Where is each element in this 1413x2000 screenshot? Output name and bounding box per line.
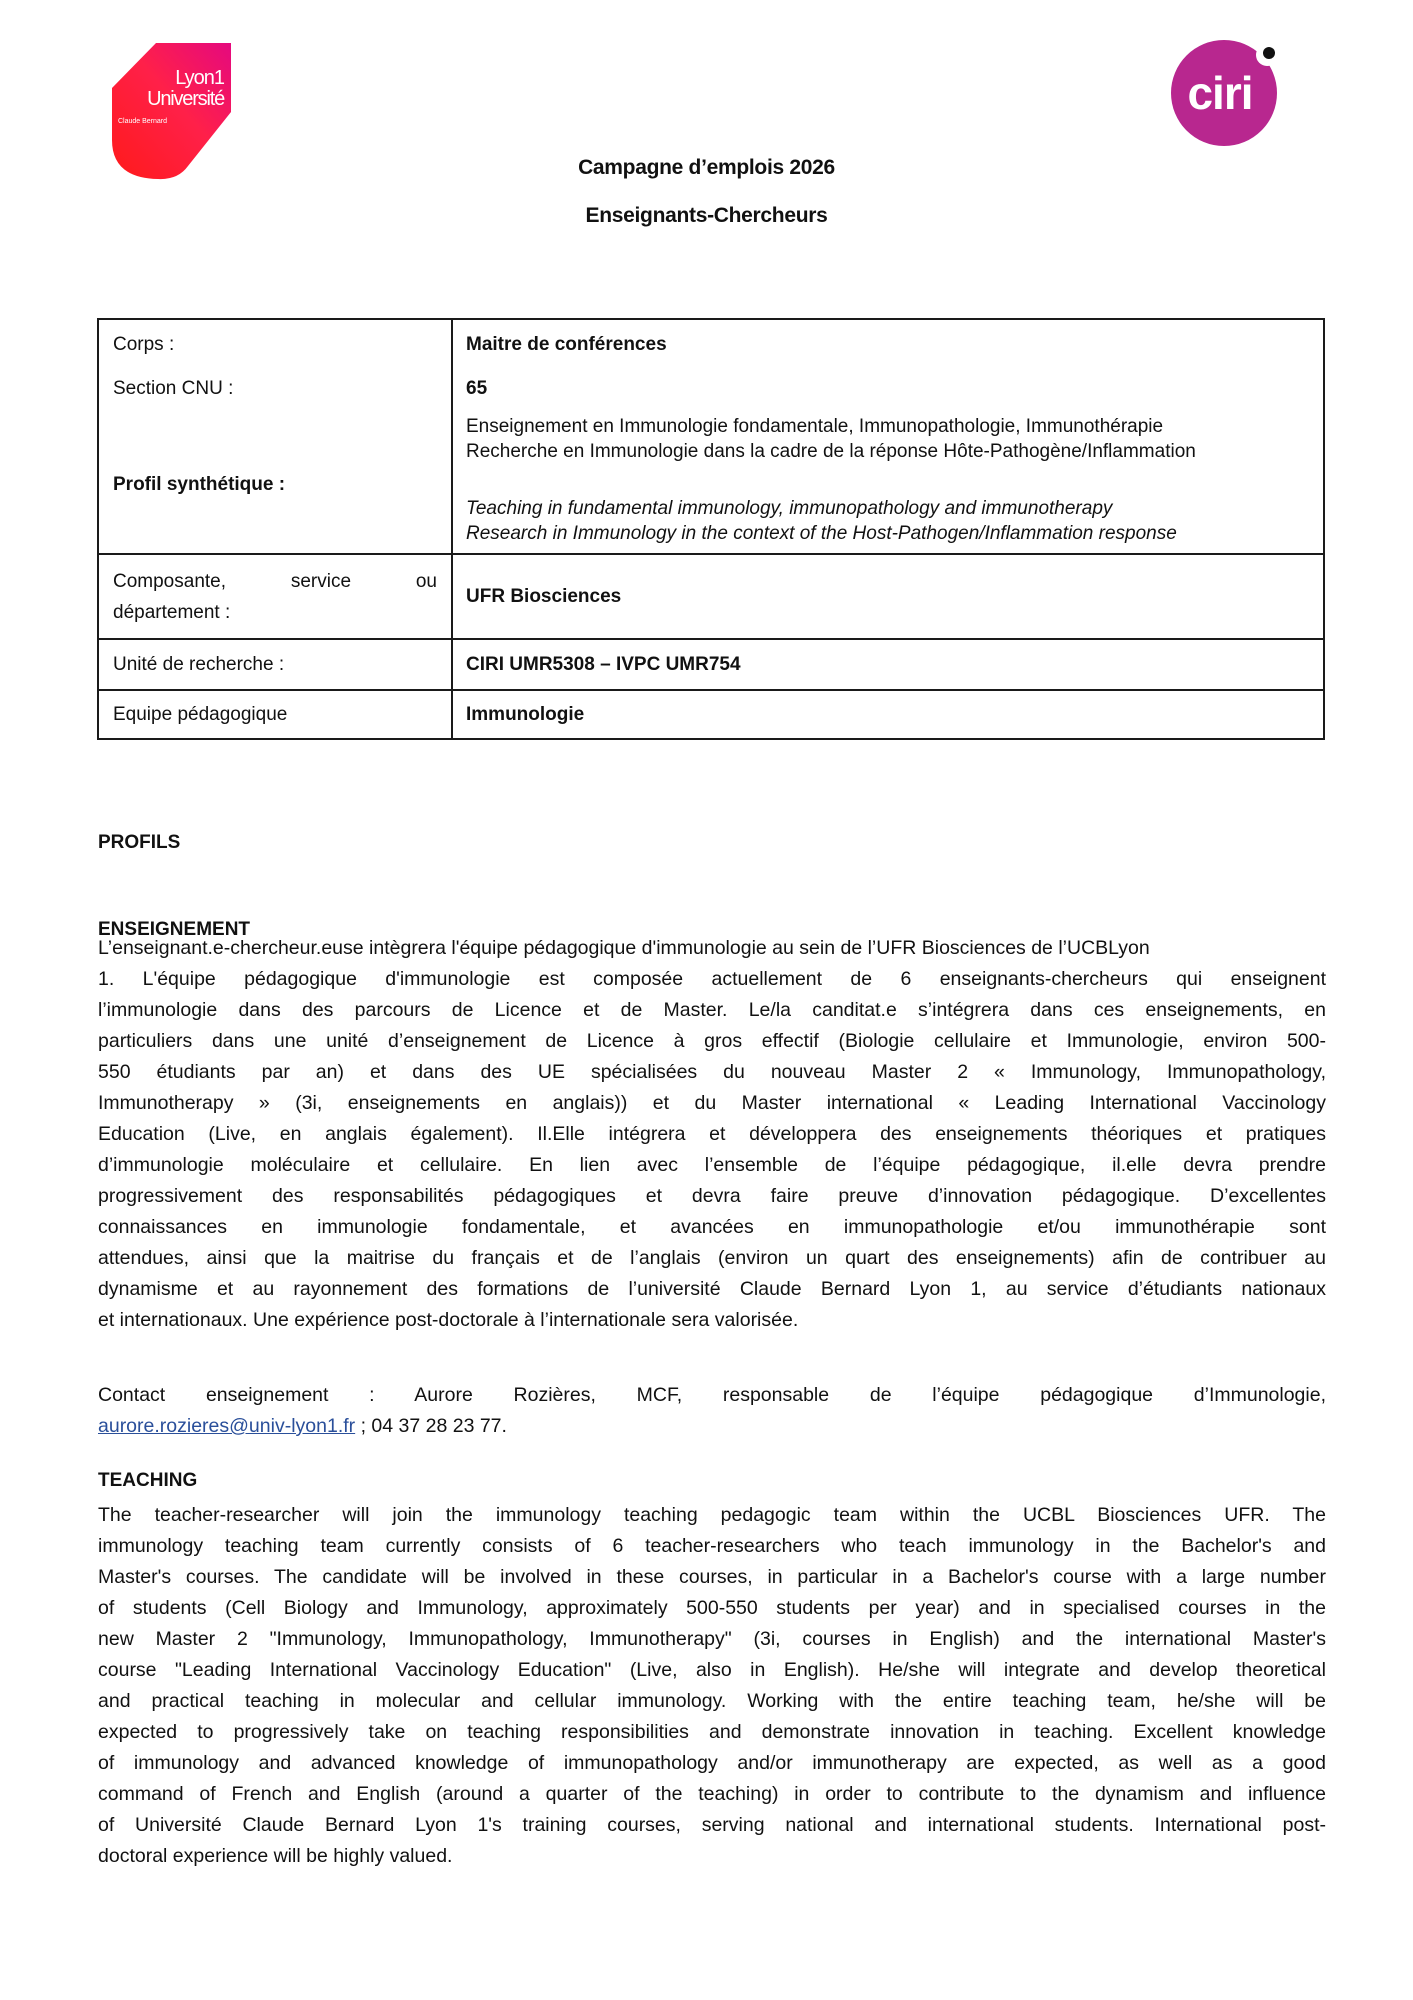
paragraph-line: of students (Cell Biology and Immunology, approximately 500-550 students per year) and in specialised courses in the [98, 1597, 1326, 1619]
lyon-logo-line1: Lyon1 [175, 67, 224, 89]
contact-details [98, 1411, 1326, 1442]
table-row-composante [98, 554, 1324, 639]
section-cnu-value: 65 [466, 378, 488, 399]
profil-en-line-1: Teaching in fundamental immunology, immunopathology and immunotherapy [466, 498, 1113, 519]
paragraph-line: et internationaux. Une expérience post-doctorale à l’internationale sera valorisée. [98, 1309, 799, 1331]
table-row-profile [98, 319, 1324, 554]
profil-fr-line-1: Enseignement en Immunologie fondamentale, Immunopathologie, Immunothérapie [466, 416, 1164, 437]
composante-label-line-2: département : [113, 602, 231, 623]
paragraph-line: L’enseignant.e-chercheur.euse intègrera l'équipe pédagogique d'immunologie au sein de l’UFR Biosciences de l’UCBLyon [98, 937, 1150, 959]
ciri-logo [1168, 36, 1284, 148]
profil-label: Profil synthétique : [113, 474, 286, 495]
label-cell [98, 319, 452, 554]
paragraph-line: expected to progressively take on teaching responsibilities and demonstrate innovation in teaching. Excellent knowledge [98, 1721, 1326, 1743]
value-cell [452, 639, 1324, 690]
paragraph-line: new Master 2 "Immunology, Immunopathology, Immunotherapy" (3i, courses in English) and the international Master's [98, 1628, 1326, 1650]
paragraph-line: progressivement des responsabilités pédagogiques et devra faire preuve d’innovation pédagogique. D’excellentes [98, 1185, 1326, 1207]
value-cell [452, 554, 1324, 639]
composante-label-line-1: Composante, service ou [113, 571, 437, 592]
paragraph-line: command of French and English (around a quarter of the teaching) in order to contribute to the dynamism and influence [98, 1783, 1326, 1805]
corps-value: Maitre de conférences [466, 334, 667, 355]
teaching-paragraph [98, 1500, 1326, 1872]
paragraph-line: d’immunologie moléculaire et cellulaire. En lien avec l’ensemble de l’équipe pédagogique, il.elle devra prendre [98, 1154, 1326, 1176]
ciri-logo-dot [1263, 47, 1275, 59]
paragraph-line: l’immunologie dans des parcours de Licence et de Master. Le/la canditat.e s’intégrera dans ces enseignements, en [98, 999, 1326, 1021]
contact-email-link[interactable]: aurore.rozieres@univ-lyon1.fr [98, 1415, 356, 1437]
page-title: Campagne d’emplois 2026 [578, 156, 835, 179]
paragraph-line: dynamisme et au rayonnement des formations de l’université Claude Bernard Lyon 1, au service d’étudiants nationaux [98, 1278, 1326, 1300]
profils-heading: PROFILS [98, 832, 181, 853]
paragraph-line: of Université Claude Bernard Lyon 1's training courses, serving national and international students. International post- [98, 1814, 1326, 1836]
lyon-logo-line3: Claude Bernard [118, 118, 168, 125]
paragraph-line: 550 étudiants par an) et dans des UE spécialisées du nouveau Master 2 « Immunology, Immunopathology, [98, 1061, 1326, 1083]
unite-value: CIRI UMR5308 – IVPC UMR754 [466, 654, 741, 675]
section-cnu-label: Section CNU : [113, 378, 234, 399]
paragraph-line: Immunotherapy » (3i, enseignements en anglais)) et du Master international « Leading International Vaccinology [98, 1092, 1326, 1114]
paragraph-line: Master's courses. The candidate will be involved in these courses, in particular in a Bachelor's course with a large number [98, 1566, 1326, 1588]
contact-line: Contact enseignement : Aurore Rozières, MCF, responsable de l’équipe pédagogique d’Immunologie, [98, 1384, 1326, 1406]
table-row-equipe [98, 690, 1324, 739]
paragraph-line: and practical teaching in molecular and cellular immunology. Working with the entire teaching team, he/she will be [98, 1690, 1326, 1712]
paragraph-line: particuliers dans une unité d’enseignement de Licence à gros effectif (Biologie cellulaire et Immunologie, environ 500- [98, 1030, 1326, 1052]
label-cell [98, 554, 452, 639]
label-cell [98, 690, 452, 739]
paragraph-line: 1. L'équipe pédagogique d'immunologie est composée actuellement de 6 enseignants-chercheurs qui enseignent [98, 968, 1326, 990]
paragraph-line: connaissances en immunologie fondamentale, et avancées en immunopathologie et/ou immunothérapie sont [98, 1216, 1326, 1238]
profil-fr-line-2: Recherche en Immunologie dans la cadre de la réponse Hôte-Pathogène/Inflammation [466, 441, 1196, 462]
unite-label: Unité de recherche : [113, 654, 285, 675]
equipe-label: Equipe pédagogique [113, 704, 288, 725]
label-cell [98, 639, 452, 690]
teaching-heading: TEACHING [98, 1470, 198, 1491]
table-row-unite [98, 639, 1324, 690]
page-subtitle: Enseignants-Chercheurs [585, 204, 828, 227]
paragraph-line: The teacher-researcher will join the immunology teaching pedagogic team within the UCBL Biosciences UFR. The [98, 1504, 1326, 1526]
paragraph-line: attendues, ainsi que la maitrise du français et de l’anglais (environ un quart des enseignements) afin de contribuer au [98, 1247, 1326, 1269]
enseignement-heading: ENSEIGNEMENT [98, 919, 251, 940]
paragraph-line: of immunology and advanced knowledge of immunopathology and/or immunotherapy are expected, as well as a good [98, 1752, 1326, 1774]
composante-value: UFR Biosciences [466, 586, 622, 607]
position-info-table [97, 318, 1325, 740]
enseignement-paragraph [98, 933, 1326, 1336]
value-cell [452, 690, 1324, 739]
paragraph-line: Education (Live, en anglais également). Il.Elle intégrera et développera des enseignements théoriques et pratiques [98, 1123, 1326, 1145]
paragraph-line: course "Leading International Vaccinology Education" (Live, also in English). He/she will integrate and develop theoretical [98, 1659, 1326, 1681]
paragraph-line: immunology teaching team currently consists of 6 teacher-researchers who teach immunology in the Bachelor's and [98, 1535, 1326, 1557]
equipe-value: Immunologie [466, 704, 585, 725]
contact-phone: ; 04 37 28 23 77. [355, 1415, 507, 1437]
paragraph-line: doctoral experience will be highly valued. [98, 1845, 453, 1867]
value-cell [452, 319, 1324, 554]
lyon-logo-line2: Université [147, 88, 224, 110]
corps-label: Corps : [113, 334, 175, 355]
contact-block [98, 1380, 1326, 1442]
profil-en-line-2: Research in Immunology in the context of the Host-Pathogen/Inflammation response [466, 523, 1177, 544]
ciri-logo-text: ciri [1187, 67, 1253, 119]
